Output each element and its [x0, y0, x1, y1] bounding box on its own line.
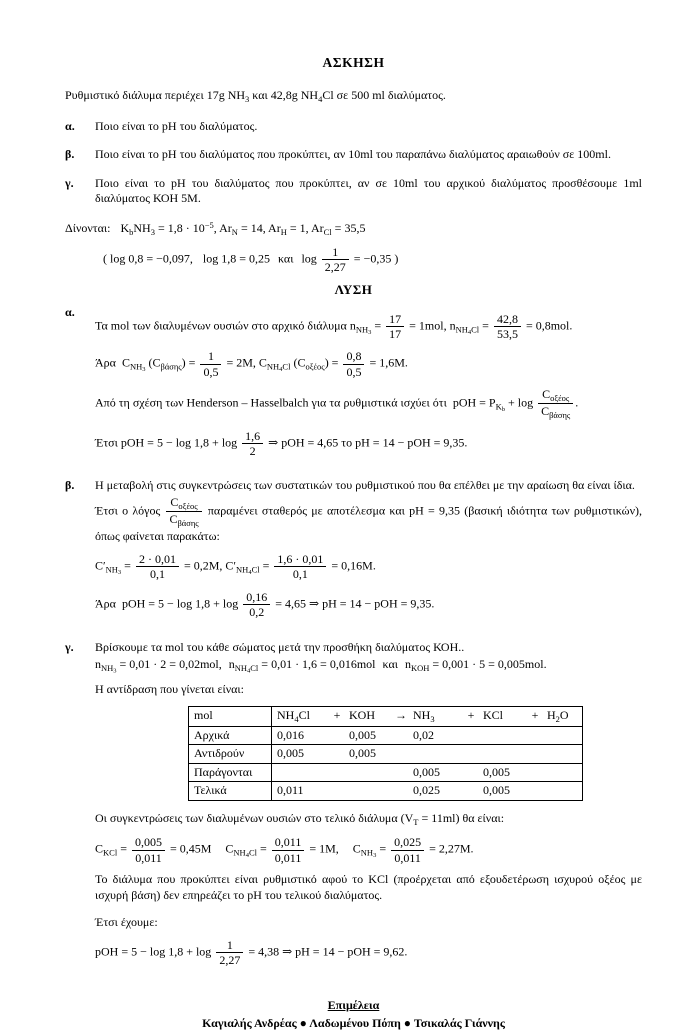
row-label: Τελικά [189, 782, 272, 801]
table-cell [344, 782, 394, 801]
table-cell: 0,005 [408, 763, 464, 782]
page-title: ΑΣΚΗΣΗ [322, 55, 385, 70]
table-cell: 0,025 [408, 782, 464, 801]
question-item-b [65, 147, 642, 163]
table-cell [478, 745, 528, 764]
ratio-explanation: Έτσι ο λόγος $\frac{C_{o\xi έo\varsigma}}{C_{\beta ά\sigma\eta\varsigma}}$ παραμένει σταθερός με αποτέλεσμα και pH = 9,35 (βασική ιδιότητα των ρυθμιστικών), όπως φαίνεται παρακάτω: [95, 495, 642, 544]
solution-label-a: α. [65, 304, 75, 319]
species-h2o: $H_2O$ [542, 706, 583, 726]
table-cell [542, 745, 583, 764]
solution-item-b [65, 478, 642, 626]
species-nh4cl: $NH_4Cl$ [272, 706, 331, 726]
footer-credits: Καγιαλής Ανδρέας ● Λαδωμένου Πόπη ● Τσικαλάς Γιάννης [202, 1016, 505, 1031]
species-koh: KOH [344, 706, 394, 726]
footer-title: Επιμέλεια [327, 998, 380, 1013]
table-cell [542, 726, 583, 745]
givens-line-2: ( log 0,8 = −0,097, log 1,8 = 0,25 και log $\frac{1}{2,27}$ = −0,35 ) [103, 245, 399, 275]
final-concentration-intro: Οι συγκεντρώσεις των διαλυμένων ουσιών στο τελικό διάλυμα $(V_T = 11ml)$ θα είναι: [95, 811, 505, 828]
footer [65, 998, 642, 1031]
table-cell [344, 763, 394, 782]
poh-calculation-line: Έτσι pOH = 5 − log 1,8 + log $\frac{1,6}{2}$ ⇒ pOH = 4,65 το pH = 14 − pOH = 9,35. [95, 428, 468, 459]
table-cell [478, 726, 528, 745]
diluted-poh-line: Άρα pOH = 5 − log 1,8 + log $\frac{0,16}{0,2}$ = 4,65 ⇒ pH = 14 − pOH = 9,35. [95, 589, 435, 620]
table-cell: 0,005 [478, 763, 528, 782]
table-cell [272, 763, 331, 782]
table-cell: 0,005 [344, 726, 394, 745]
givens-line-1: Δίνονται: $K_bNH_3 = 1,8 \cdot 10^{-5}$, $Ar_N = 14$, $Ar_H = 1$, $Ar_{Cl} = 35,5$ [65, 219, 366, 237]
table-cell [542, 782, 583, 801]
mol-calculation-line: Τα mol των διαλυμένων ουσιών στο αρχικό διάλυμα $n_{NH3}$ = $\frac{17}{17}$ = 1mol, $n_{NH4Cl}$ = $\frac{42,8}{53,5}$ = 0,8mol. [95, 311, 573, 342]
table-cell: 0,02 [408, 726, 464, 745]
koh-addition-intro: Βρίσκουμε τα mol του κάθε σώματος μετά την προσθήκη διαλύματος ΚΟΗ.. [95, 639, 465, 654]
reaction-intro: Η αντίδραση που γίνεται είναι: [95, 682, 244, 697]
solution-label-b: β. [65, 478, 75, 493]
table-cell: 0,011 [272, 782, 331, 801]
row-label: Παράγονται [189, 763, 272, 782]
solution-item-c [65, 640, 642, 975]
question-label-c: γ. [65, 175, 74, 190]
reaction-table [188, 706, 583, 801]
table-header-row [189, 706, 583, 726]
table-row-final [189, 782, 583, 801]
solution-item-a [65, 305, 642, 466]
species-nh3: $NH_3$ [408, 706, 464, 726]
question-label-b: β. [65, 147, 75, 162]
question-item-c [65, 176, 642, 207]
thus-we-have-line: Έτσι έχουμε: [95, 915, 158, 930]
koh-mol-line: $n_{NH3} = 0,01 \cdot 2 = 0,02mol$, $n_{NH4Cl} = 0,01 \cdot 1,6 = 0,016mol$ και $n_{KOH} = 0,001 \cdot 5 = 0,005mol$. [95, 657, 547, 675]
plus-sign: + [464, 706, 478, 726]
question-text-b: Ποιο είναι το pH του διαλύματος που προκύπτει, αν 10ml του παραπάνω διαλύματος αραιωθούν σε 100ml. [95, 147, 611, 162]
henderson-equation-line: Από τη σχέση των Henderson – Hasselbalch για τα ρυθμιστικά ισχύει ότι pOH = $P_{Kb} + \log$ $\frac{C_{o\xi έo\varsigma}}{C_{\beta ά\sigma\eta\varsigma}}$ . [95, 387, 579, 421]
table-cell [542, 763, 583, 782]
table-cell: 0,005 [478, 782, 528, 801]
row-label: Αντιδρούν [189, 745, 272, 764]
question-label-a: α. [65, 118, 75, 133]
question-text-c: Ποιο είναι το pH του διαλύματος που προκύπτει, αν σε 10ml του αρχικού διαλύματος προσθέσουμε 1ml διαλύματος ΚΟΗ 5Μ. [95, 175, 642, 206]
plus-sign: + [330, 706, 344, 726]
reaction-arrow: → [394, 706, 408, 726]
question-text-a: Ποιο είναι το pH του διαλύματος. [95, 118, 258, 133]
table-row-react [189, 745, 583, 764]
dilution-explanation: Η μεταβολή στις συγκεντρώσεις των συστατικών του ρυθμιστικού που θα επέλθει με την αραίωση θα είναι ίδια. [95, 478, 635, 493]
table-cell: 0,005 [344, 745, 394, 764]
question-item-a [65, 119, 642, 135]
table-corner-cell: mol [189, 706, 272, 726]
diluted-concentration-line: $C'_{NH3}$ = $\frac{2 \cdot 0,01}{0,1}$ = 0,2M, $C'_{NH4Cl}$ = $\frac{1,6 \cdot 0,01}{0,1}$ = 0,16M. [95, 551, 376, 582]
row-label: Αρχικά [189, 726, 272, 745]
problem-intro: Ρυθμιστικό διάλυμα περιέχει 17g $NH_3$ και 42,8g $NH_4Cl$ σε 500 ml διαλύματος. [65, 87, 446, 104]
kcl-explanation: Το διάλυμα που προκύπτει είναι ρυθμιστικό αφού το KCl (προέρχεται από εξουδετέρωση ισχυρού οξέος με ισχυρή βάση) δεν επηρεάζει το pH του τελικού διαλύματος. [95, 871, 642, 902]
final-poh-line: pOH = 5 − log 1,8 + log $\frac{1}{2,27}$ = 4,38 ⇒ pH = 14 − pOH = 9,62. [95, 937, 408, 968]
table-cell: 0,005 [272, 745, 331, 764]
final-concentration-line: $C_{KCl}$ = $\frac{0,005}{0,011}$ = 0,45M $C_{NH4Cl}$ = $\frac{0,011}{0,011}$ = 1M, $C_{NH3}$ = $\frac{0,025}{0,011}$ = 2,27M. [95, 835, 474, 865]
species-kcl: KCl [478, 706, 528, 726]
table-row-initial [189, 726, 583, 745]
solution-label-c: γ. [65, 639, 74, 654]
plus-sign: + [528, 706, 542, 726]
solution-title: ΛΥΣΗ [334, 281, 373, 297]
table-cell: 0,016 [272, 726, 331, 745]
concentration-line: Άρα $C_{NH3}$ $(C_{\beta ά\sigma\eta\varsigma})$ = $\frac{1}{0,5}$ = 2M, $C_{NH4Cl}$ $(C_{o\xi έo\varsigma})$ = $\frac{0,8}{0,5}$ = 1,6M. [95, 349, 408, 379]
table-row-produce [189, 763, 583, 782]
table-cell [408, 745, 464, 764]
